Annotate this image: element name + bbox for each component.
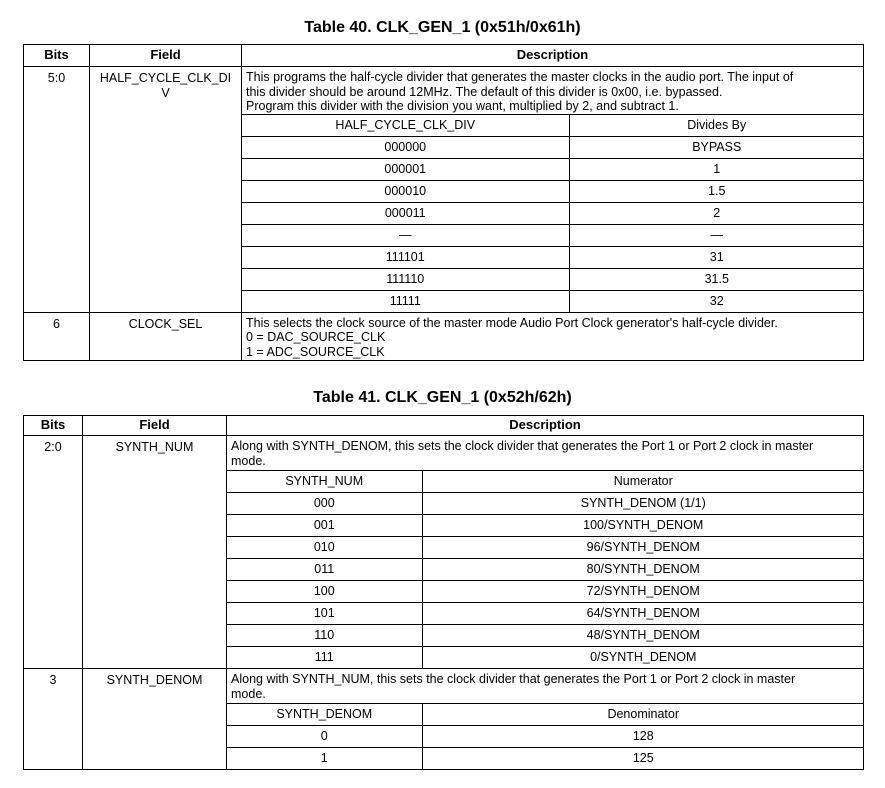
- table-41-header-row: [24, 416, 864, 436]
- subtable-row: [242, 158, 864, 180]
- subtable-header: HALF_CYCLE_CLK_DIV: [242, 114, 569, 136]
- subtable-cell: 31.5: [569, 268, 864, 290]
- synth-denom-subtable: [227, 703, 864, 769]
- description-line: this divider should be around 12MHz. The default of this divider is 0x00, i.e. bypassed.: [246, 84, 723, 99]
- subtable-row: [227, 537, 864, 559]
- subtable-row: [227, 493, 864, 515]
- description-cell: [242, 312, 864, 361]
- description-line: Along with SYNTH_DENOM, this sets the clock divider that generates the Port 1 or Port 2 clock in master: [231, 439, 814, 453]
- subtable-cell: —: [569, 224, 864, 246]
- subtable-row: [227, 603, 864, 625]
- description-line: 1 = ADC_SOURCE_CLK: [246, 344, 385, 359]
- table-40-header-row: [24, 45, 864, 67]
- bits-cell: 3: [24, 669, 83, 770]
- header-description: Description: [227, 416, 864, 436]
- subtable-row: [242, 290, 864, 312]
- bits-cell: 2:0: [24, 436, 83, 669]
- subtable-cell: 111: [227, 647, 422, 669]
- subtable-header: Denominator: [422, 704, 864, 726]
- bits-cell: 5:0: [24, 67, 90, 313]
- subtable-row: [227, 515, 864, 537]
- description-cell: [242, 67, 864, 313]
- subtable-header: SYNTH_DENOM: [227, 704, 422, 726]
- table-41-title: Table 41. CLK_GEN_1 (0x52h/62h): [313, 389, 572, 406]
- description-line: This programs the half-cycle divider that generates the master clocks in the audio port. The input of: [246, 70, 794, 84]
- subtable-header: Numerator: [422, 471, 864, 493]
- subtable-cell: 111101: [242, 246, 569, 268]
- subtable-cell: 000001: [242, 158, 569, 180]
- subtable-cell: BYPASS: [569, 136, 864, 158]
- header-bits: Bits: [24, 45, 90, 67]
- subtable-cell: 000000: [242, 136, 569, 158]
- subtable-cell: 100/SYNTH_DENOM: [422, 515, 864, 537]
- description-line: Along with SYNTH_NUM, this sets the clock divider that generates the Port 1 or Port 2 clock in master: [231, 672, 796, 686]
- description-line: This selects the clock source of the master mode Audio Port Clock generator's half-cycle divider.: [246, 315, 778, 330]
- subtable-cell: 1: [227, 748, 422, 770]
- subtable-row: [242, 180, 864, 202]
- subtable-header-row: [242, 114, 864, 136]
- subtable-cell: —: [242, 224, 569, 246]
- table-row: [24, 436, 864, 669]
- subtable-cell: 000010: [242, 180, 569, 202]
- subtable-cell: 001: [227, 515, 422, 537]
- subtable-cell: 1: [569, 158, 864, 180]
- subtable-row: [227, 559, 864, 581]
- subtable-cell: 2: [569, 202, 864, 224]
- subtable-row: [227, 625, 864, 647]
- table-41: [23, 415, 864, 770]
- subtable-cell: 31: [569, 246, 864, 268]
- subtable-cell: SYNTH_DENOM (1/1): [422, 493, 864, 515]
- subtable-cell: 0/SYNTH_DENOM: [422, 647, 864, 669]
- subtable-row: [227, 748, 864, 770]
- description-cell: [227, 669, 864, 770]
- subtable-cell: 11111: [242, 290, 569, 312]
- subtable-cell: 96/SYNTH_DENOM: [422, 537, 864, 559]
- subtable-row: [242, 246, 864, 268]
- subtable-row: [242, 224, 864, 246]
- half-cycle-subtable: [242, 114, 864, 312]
- description-cell: [227, 436, 864, 669]
- subtable-row: [227, 726, 864, 748]
- header-field: Field: [83, 416, 227, 436]
- subtable-cell: 128: [422, 726, 864, 748]
- field-name-line1: HALF_CYCLE_CLK_DI: [99, 71, 232, 85]
- bits-cell: 6: [24, 312, 90, 361]
- subtable-cell: 64/SYNTH_DENOM: [422, 603, 864, 625]
- subtable-cell: 000: [227, 493, 422, 515]
- header-field: Field: [90, 45, 242, 67]
- subtable-cell: 000011: [242, 202, 569, 224]
- subtable-row: [227, 647, 864, 669]
- table-row: [24, 312, 864, 361]
- subtable-row: [242, 268, 864, 290]
- subtable-header: Divides By: [569, 114, 864, 136]
- description-line: mode.: [231, 686, 266, 701]
- description-line: mode.: [231, 453, 266, 468]
- subtable-cell: 010: [227, 537, 422, 559]
- description-line: Program this divider with the division you want, multiplied by 2, and subtract 1.: [246, 99, 679, 113]
- subtable-header: SYNTH_NUM: [227, 471, 422, 493]
- table-row: [24, 669, 864, 770]
- header-description: Description: [242, 45, 864, 67]
- subtable-cell: 111110: [242, 268, 569, 290]
- field-cell: SYNTH_NUM: [83, 436, 227, 669]
- subtable-cell: 101: [227, 603, 422, 625]
- subtable-cell: 80/SYNTH_DENOM: [422, 559, 864, 581]
- subtable-cell: 0: [227, 726, 422, 748]
- subtable-header-row: [227, 471, 864, 493]
- synth-num-subtable: [227, 470, 864, 668]
- subtable-cell: 72/SYNTH_DENOM: [422, 581, 864, 603]
- table-40-title: Table 40. CLK_GEN_1 (0x51h/0x61h): [304, 19, 581, 36]
- field-name-line2: V: [161, 85, 170, 100]
- field-cell: CLOCK_SEL: [90, 312, 242, 361]
- header-bits: Bits: [24, 416, 83, 436]
- subtable-row: [242, 136, 864, 158]
- subtable-cell: 011: [227, 559, 422, 581]
- description-line: 0 = DAC_SOURCE_CLK: [246, 330, 386, 344]
- table-40: [23, 44, 864, 361]
- field-cell: [90, 67, 242, 313]
- subtable-row: [242, 202, 864, 224]
- subtable-cell: 1.5: [569, 180, 864, 202]
- subtable-cell: 110: [227, 625, 422, 647]
- subtable-row: [227, 581, 864, 603]
- subtable-header-row: [227, 704, 864, 726]
- subtable-cell: 100: [227, 581, 422, 603]
- subtable-cell: 32: [569, 290, 864, 312]
- subtable-cell: 48/SYNTH_DENOM: [422, 625, 864, 647]
- field-cell: SYNTH_DENOM: [83, 669, 227, 770]
- subtable-cell: 125: [422, 748, 864, 770]
- table-row: [24, 67, 864, 313]
